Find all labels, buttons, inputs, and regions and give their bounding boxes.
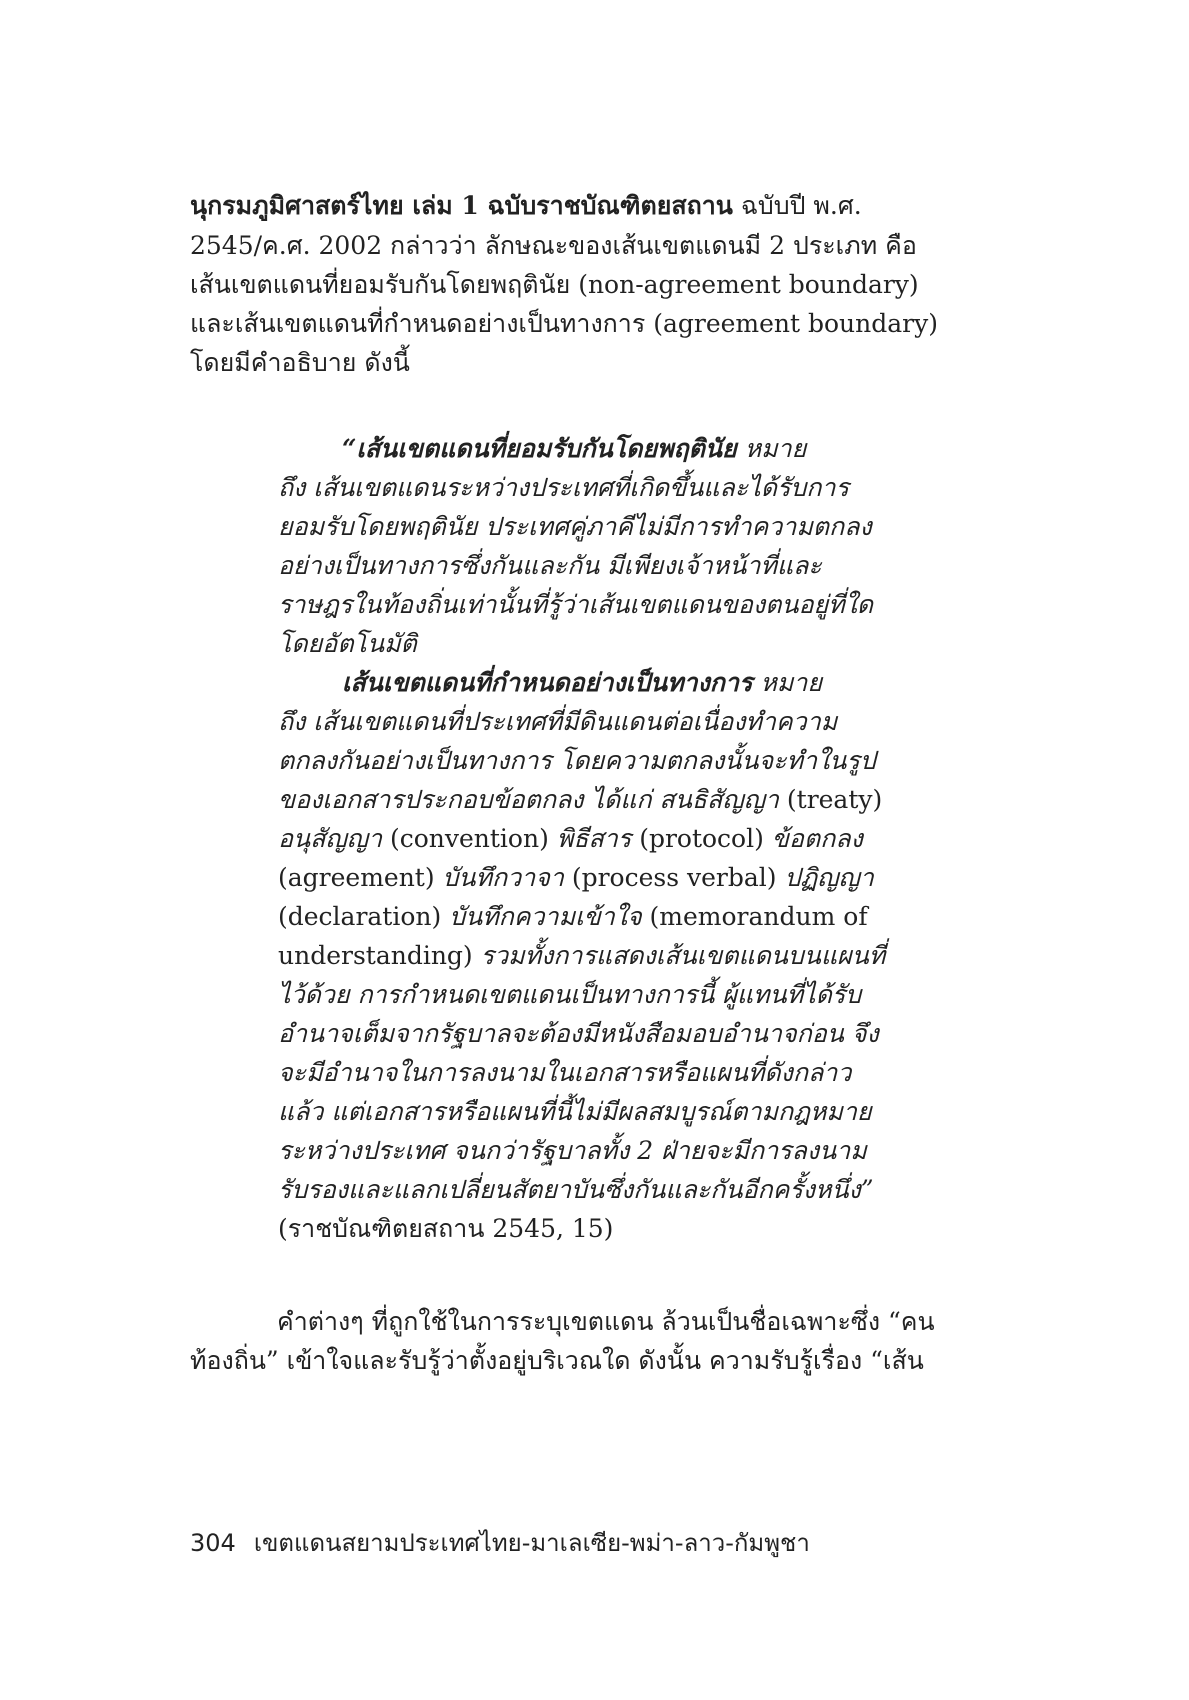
english-term: understanding) (278, 941, 473, 970)
text-span: ข้อตกลง (763, 824, 863, 853)
quote-line: ถึง เส้นเขตแดนระหว่างประเทศที่เกิดขึ้นและได้รับการ (278, 473, 849, 502)
quote-line (278, 938, 889, 974)
quote-line: อำนาจเต็มจากรัฐบาลจะต้องมีหนังสือมอบอำนาจก่อน จึง (278, 1019, 879, 1048)
quote-line: อย่างเป็นทางการซึ่งกันและกัน มีเพียงเจ้าหน้าที่และ (278, 551, 822, 580)
quote-line: แล้ว แต่เอกสารหรือแผนที่นี้ไม่มีผลสมบูรณ์ตามกฎหมาย (278, 1097, 872, 1126)
closing-line: ท้องถิ่น” เข้าใจและรับรู้ว่าตั้งอยู่บริเวณใด ดังนั้น ความรับรู้เรื่อง “เส้น (190, 1346, 924, 1375)
quote-line: ราษฎรในท้องถิ่นเท่านั้นที่รู้ว่าเส้นเขตแดนของตนอยู่ที่ใด (278, 590, 874, 619)
english-term: (agreement) (278, 863, 435, 892)
quote-line: รับรองและแลกเปลี่ยนสัตยาบันซึ่งกันและกันอีกครั้งหนึ่ง” (278, 1175, 874, 1204)
quote-line: ถึง เส้นเขตแดนที่ประเทศที่มีดินแดนต่อเนื่องทำความ (278, 707, 838, 736)
text-span: ของเอกสารประกอบข้อตกลง ได้แก่ สนธิสัญญา (278, 785, 787, 814)
english-term: (treaty) (786, 785, 883, 814)
text-span: บันทึกความเข้าใจ (441, 902, 650, 931)
english-term: (convention) (389, 824, 549, 853)
quote-line (342, 431, 953, 467)
english-term: (memorandum of (649, 902, 868, 931)
quote-line: ไว้ด้วย การกำหนดเขตแดนเป็นทางการนี้ ผู้แทนที่ได้รับ (278, 980, 862, 1009)
intro-line (190, 188, 966, 224)
text-span: บันทึกวาจา (434, 863, 572, 892)
text-span: หมาย (752, 668, 822, 697)
text-span: พิธีสาร (548, 824, 640, 853)
text-span: รวมทั้งการแสดงเส้นเขตแดนบนแผนที่ (472, 941, 886, 970)
text-span: อนุสัญญา (278, 824, 390, 853)
intro-line: 2545/ค.ศ. 2002 กล่าวว่า ลักษณะของเส้นเขตแดนมี 2 ประเภท คือ (190, 231, 917, 260)
english-term: (protocol) (639, 824, 764, 853)
quote-line (342, 665, 953, 701)
intro-line: โดยมีคำอธิบาย ดังนี้ (190, 348, 410, 377)
intro-line: และเส้นเขตแดนที่กำหนดอย่างเป็นทางการ (agreement boundary) (190, 309, 938, 338)
intro-line: เส้นเขตแดนที่ยอมรับกันโดยพฤตินัย (non-agreement boundary) (190, 270, 919, 299)
quote-line: ยอมรับโดยพฤตินัย ประเทศคู่ภาคีไม่มีการทำความตกลง (278, 512, 872, 541)
quote-line (278, 821, 889, 857)
term-de-facto: “เส้นเขตแดนที่ยอมรับกันโดยพฤตินัย (342, 434, 737, 463)
quote-line: จะมีอำนาจในการลงนามในเอกสารหรือแผนที่ดังกล่าว (278, 1058, 852, 1087)
english-term: (process verbal) (571, 863, 777, 892)
text-span: ปฏิญญา (776, 863, 874, 892)
english-term: (declaration) (278, 902, 442, 931)
dictionary-title: นุกรมภูมิศาสตร์ไทย เล่ม 1 ฉบับราชบัณฑิตยสถาน (190, 191, 733, 220)
text-span: ฉบับปี พ.ศ. (732, 191, 862, 220)
term-official: เส้นเขตแดนที่กำหนดอย่างเป็นทางการ (342, 668, 753, 697)
page-footer (190, 1526, 810, 1560)
text-span: หมาย (736, 434, 807, 463)
quote-line (278, 899, 889, 935)
quote-line: ระหว่างประเทศ จนกว่ารัฐบาลทั้ง 2 ฝ่ายจะมีการลงนาม (278, 1136, 867, 1165)
closing-line: คำต่างๆ ที่ถูกใช้ในการระบุเขตแดน ล้วนเป็นชื่อเฉพาะซึ่ง “คน (277, 1307, 935, 1336)
quote-line (278, 782, 889, 818)
running-title: เขตแดนสยามประเทศไทย-มาเลเซีย-พม่า-ลาว-กัมพูชา (253, 1529, 810, 1557)
quote-citation: (ราชบัณฑิตยสถาน 2545, 15) (278, 1214, 614, 1243)
page-number: 304 (190, 1529, 236, 1557)
quote-line (278, 860, 889, 896)
quote-line: ตกลงกันอย่างเป็นทางการ โดยความตกลงนั้นจะทำในรูป (278, 746, 876, 775)
quote-line: โดยอัตโนมัติ (278, 629, 417, 658)
